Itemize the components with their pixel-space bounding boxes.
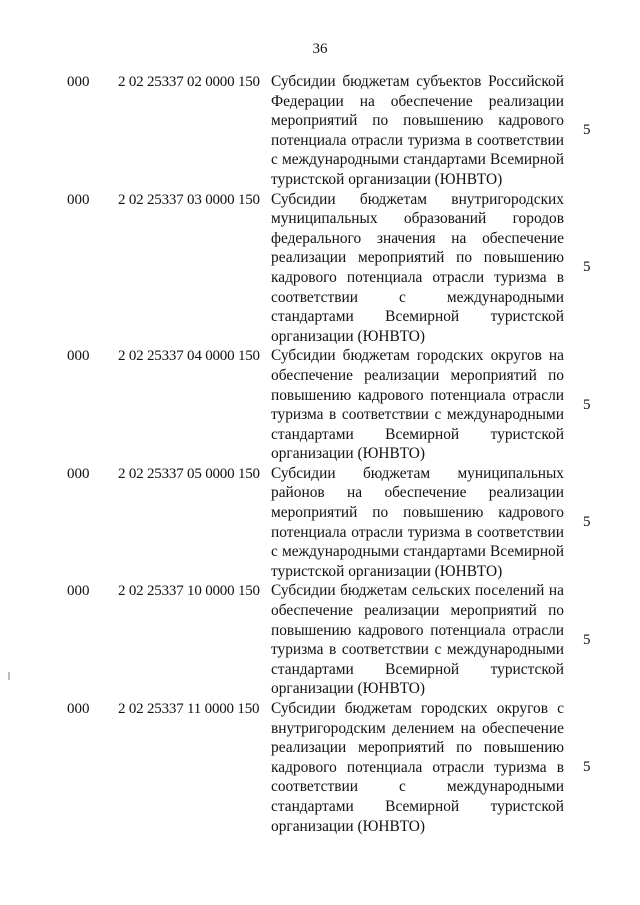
norm-value: 5 xyxy=(583,259,591,276)
income-description: Субсидии бюджетам внутригородских муниципальных образований городов федерального значения на обеспечение реализации мероприятий по повышению кадрового потенциала отрасли туризма в соответствии с международными стандартами Всемирной туристской организации (ЮНВТО) xyxy=(271,190,564,345)
budget-code: 2 02 25337 03 0000 150 xyxy=(118,191,260,208)
table-row xyxy=(0,699,640,836)
admin-code: 000 xyxy=(67,348,90,365)
admin-code: 000 xyxy=(67,583,90,600)
distribution-norm xyxy=(583,190,603,347)
distribution-norm xyxy=(583,464,603,582)
budget-code: 2 02 25337 02 0000 150 xyxy=(118,74,260,90)
income-description: Субсидии бюджетам субъектов Российской Федерации на обеспечение реализации мероприятий по повышению кадрового потенциала отрасли туризма в соответствии с международными стандартами Всемирной туристской организации (ЮНВТО) xyxy=(271,73,564,188)
income-description: Субсидии бюджетам муниципальных районов на обеспечение реализации мероприятий по повышению кадрового потенциала отрасли туризма в соответствии с международными стандартами Всемирной туристской организации (ЮНВТО) xyxy=(271,464,564,580)
norm-value: 5 xyxy=(583,631,591,648)
norm-value: 5 xyxy=(583,396,591,413)
income-description: Субсидии бюджетам городских округов на обеспечение реализации мероприятий по повышению кадрового потенциала отрасли туризма в соответствии с международными стандартами Всемирной туристской организации (ЮНВТО) xyxy=(271,347,564,463)
distribution-norm xyxy=(583,346,603,464)
income-description: Субсидии бюджетам городских округов с внутригородским делением на обеспечение реализации мероприятий по повышению кадрового потенциала отрасли туризма в соответствии с международными стандартами Всемирной туристской организации (ЮНВТО) xyxy=(271,700,564,835)
income-description: Субсидии бюджетам сельских поселений на обеспечение реализации мероприятий по повышению кадрового потенциала отрасли туризма в соответствии с международными стандартами Всемирной туристской организации (ЮНВТО) xyxy=(271,582,564,698)
table-row xyxy=(0,72,640,190)
table-row xyxy=(0,581,640,699)
budget-code: 2 02 25337 11 0000 150 xyxy=(118,701,260,717)
budget-code: 2 02 25337 10 0000 150 xyxy=(118,583,260,600)
table-row xyxy=(0,190,640,347)
admin-code: 000 xyxy=(67,465,90,482)
distribution-norm xyxy=(583,72,603,190)
norm-value: 5 xyxy=(583,514,591,531)
admin-code: 000 xyxy=(67,191,90,208)
norm-value: 5 xyxy=(583,759,591,776)
budget-code: 2 02 25337 04 0000 150 xyxy=(118,348,260,365)
distribution-norm xyxy=(583,581,603,699)
table-row xyxy=(0,346,640,464)
budget-classification-table xyxy=(0,72,640,836)
scan-artifact xyxy=(8,672,10,680)
budget-code: 2 02 25337 05 0000 150 xyxy=(118,465,260,482)
page-number: 36 xyxy=(312,41,328,57)
admin-code: 000 xyxy=(67,701,90,717)
table-row xyxy=(0,464,640,582)
admin-code: 000 xyxy=(67,74,90,90)
distribution-norm xyxy=(583,699,603,836)
norm-value: 5 xyxy=(583,122,591,139)
